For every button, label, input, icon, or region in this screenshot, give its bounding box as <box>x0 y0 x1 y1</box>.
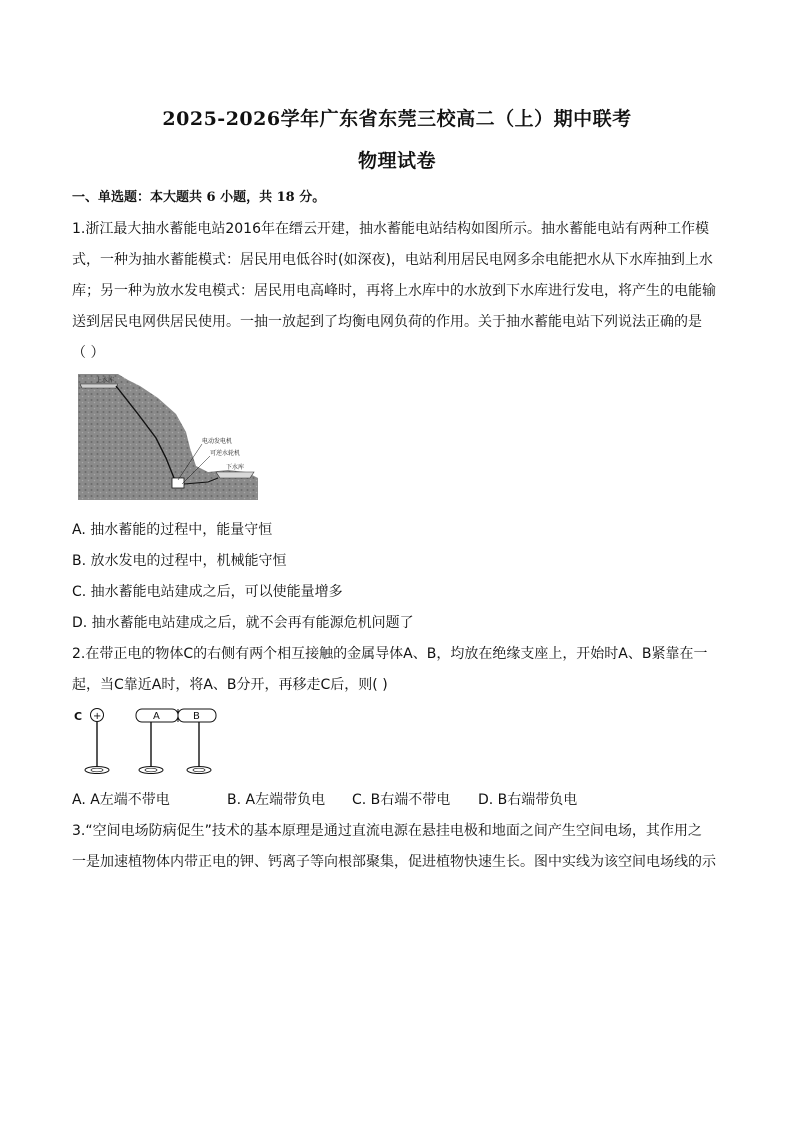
q1-line-2: 式，一种为抽水蓄能模式：居民用电低谷时(如深夜)，电站利用居民电网多余电能把水从下水库抽到上水 <box>72 252 713 268</box>
q1-line-3: 库；另一种为放水发电模式：居民用电高峰时，再将上水库中的水放到下水库进行发电，将产生的电能输 <box>72 283 716 299</box>
base-c <box>85 767 109 774</box>
q3-line-1: 3.“空间电场防病促生”技术的基本原理是通过直流电源在悬挂电极和地面之间产生空间电场，其作用之 <box>72 823 702 839</box>
base-b <box>187 767 211 774</box>
q2-option-a: A. A左端不带电 <box>72 792 170 808</box>
q2-option-c: C. B右端不带电 <box>352 792 451 808</box>
label-b: B <box>193 711 200 722</box>
plus-sign: + <box>93 711 102 722</box>
base-a <box>139 767 163 774</box>
upper-reservoir <box>80 384 118 388</box>
label-upper: 上水库 <box>96 377 115 384</box>
label-lower: 下水库 <box>226 464 245 471</box>
conductor-figure <box>72 704 222 778</box>
q1-option-a: A. 抽水蓄能的过程中，能量守恒 <box>72 522 273 538</box>
label-motor: 电动发电机 <box>202 438 233 445</box>
q2-line-2: 起，当C靠近A时，将A、B分开，再移走C后，则( ) <box>72 677 388 693</box>
q1-line-1: 1.浙江最大抽水蓄能电站2016年在缙云开建，抽水蓄能电站结构如图所示。抽水蓄能电站有两种工作模 <box>72 221 709 237</box>
q1-option-d: D. 抽水蓄能电站建成之后，就不会再有能源危机问题了 <box>72 615 414 631</box>
label-a: A <box>153 711 160 722</box>
q1-line-4: 送到居民电网供居民使用。一抽一放起到了均衡电网负荷的作用。关于抽水蓄能电站下列说法正确的是 <box>72 314 702 330</box>
q3-line-2: 一是加速植物体内带正电的钾、钙离子等向根部聚集，促进植物快速生长。图中实线为该空间电场线的示 <box>72 854 716 870</box>
lower-reservoir <box>216 472 254 478</box>
title-main: 2025-2026学年广东省东莞三校高二（上）期中联考 <box>162 108 632 130</box>
q1-option-b: B. 放水发电的过程中，机械能守恒 <box>72 553 287 569</box>
section-heading: 一、单选题：本大题共 6 小题，共 18 分。 <box>72 190 326 205</box>
pumped-storage-figure <box>78 374 258 500</box>
q1-line-5: （ ） <box>72 345 105 361</box>
powerhouse <box>172 478 184 488</box>
title-sub: 物理试卷 <box>357 150 436 172</box>
q2-line-1: 2.在带正电的物体C的右侧有两个相互接触的金属导体A、B，均放在绝缘支座上，开始时A、B紧靠在一 <box>72 646 708 662</box>
label-turbine: 可逆水轮机 <box>210 450 241 457</box>
q2-option-d: D. B右端带负电 <box>478 792 578 808</box>
q1-option-c: C. 抽水蓄能电站建成之后，可以使能量增多 <box>72 584 343 600</box>
label-c: C <box>74 710 83 723</box>
q2-option-b: B. A左端带负电 <box>227 792 326 808</box>
